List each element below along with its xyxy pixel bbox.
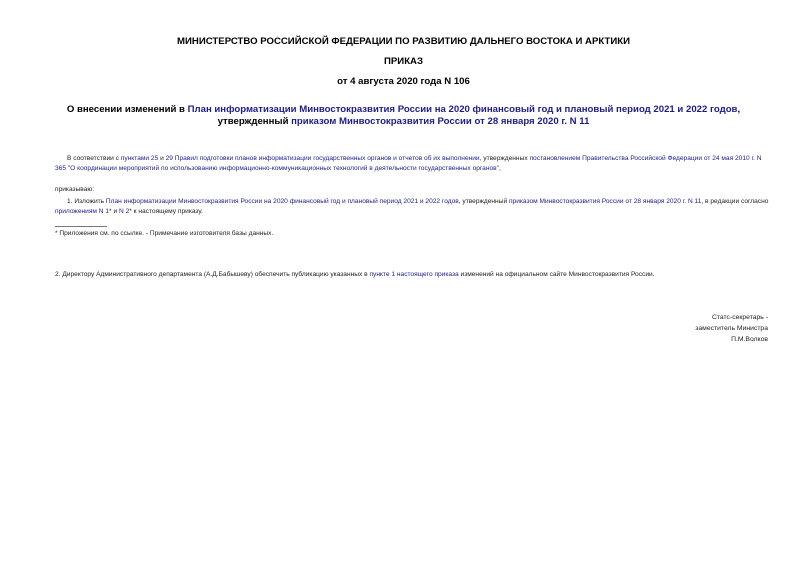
preamble-text-2: и (158, 155, 166, 162)
document-title (50, 104, 757, 128)
title-link-order[interactable]: приказом Минвостокразвития России от 28 января 2020 г. N 11 (291, 116, 590, 127)
item1-link-plan[interactable]: План информатизации Минвостокразвития России на 2020 финансовый год и плановый период 2021 и 2022 годов (105, 198, 459, 205)
document-date: от 4 августа 2020 года N 106 (337, 76, 470, 87)
ministry-header: МИНИСТЕРСТВО РОССИЙСКОЙ ФЕДЕРАЦИИ ПО РАЗВИТИЮ ДАЛЬНЕГО ВОСТОКА И АРКТИКИ (177, 36, 630, 47)
signature-position-2: заместитель Министра (695, 325, 768, 332)
preamble-text-1: В соответствии с (67, 155, 121, 162)
preamble-link-resolution[interactable]: постановлением Правительства Российской Федерации от 24 мая 2010 г. N 365 "О координации мероприятий по использованию информационно-коммуникационных технологий в деятельности государственных органов" (55, 155, 762, 172)
item1-text-3: , в редакции согласно (701, 198, 769, 205)
item-2-paragraph (55, 270, 769, 280)
signature-position-1: Статс-секретарь - (711, 314, 768, 321)
item1-link-order[interactable]: приказом Минвостокразвития России от 28 января 2020 г. N 11 (508, 198, 702, 205)
item1-text-2: , утвержденный (458, 198, 509, 205)
signature-name: П.М.Волков (731, 336, 768, 343)
item1-text-1: 1. Изложить (67, 198, 106, 205)
title-prefix: О внесении изменений в (66, 104, 188, 115)
orders-line: приказываю: (55, 186, 95, 193)
title-link-plan[interactable]: План информатизации Минвостокразвития России на 2020 финансовый год и плановый период 2021 и 2022 годов (187, 104, 738, 115)
item2-text-1: 2. Директору Административного департамента (А.Д.Бабышеву) обеспечить публикацию указанных в (55, 271, 370, 278)
item2-text-2: изменений на официальном сайте Минвостокразвития России. (458, 271, 655, 278)
item1-link-appendix-1[interactable]: приложениям N 1 (55, 208, 110, 215)
footnote: * Приложения см. по ссылке. - Примечание изготовителя базы данных. (55, 230, 274, 237)
preamble-link-point-25[interactable]: пунктами 25 (120, 155, 159, 162)
preamble-text-4: , (498, 165, 501, 172)
title-middle: , утвержденный (217, 104, 741, 127)
preamble-text-3: , утвержденных (479, 155, 530, 162)
preamble-link-rules[interactable]: 29 Правил подготовки планов информатизации государственных органов и отчетов об их выполнении (165, 155, 480, 162)
footnote-divider (55, 226, 107, 227)
item1-link-appendix-2[interactable]: N 2 (118, 208, 130, 215)
item-1-paragraph (55, 197, 769, 217)
item1-text-4: * и (109, 208, 119, 215)
document-type: ПРИКАЗ (384, 56, 423, 67)
preamble-paragraph (55, 154, 769, 174)
item1-text-5: * к настоящему приказу. (129, 208, 203, 215)
item2-link-point-1[interactable]: пункте 1 настоящего приказа (369, 271, 459, 278)
